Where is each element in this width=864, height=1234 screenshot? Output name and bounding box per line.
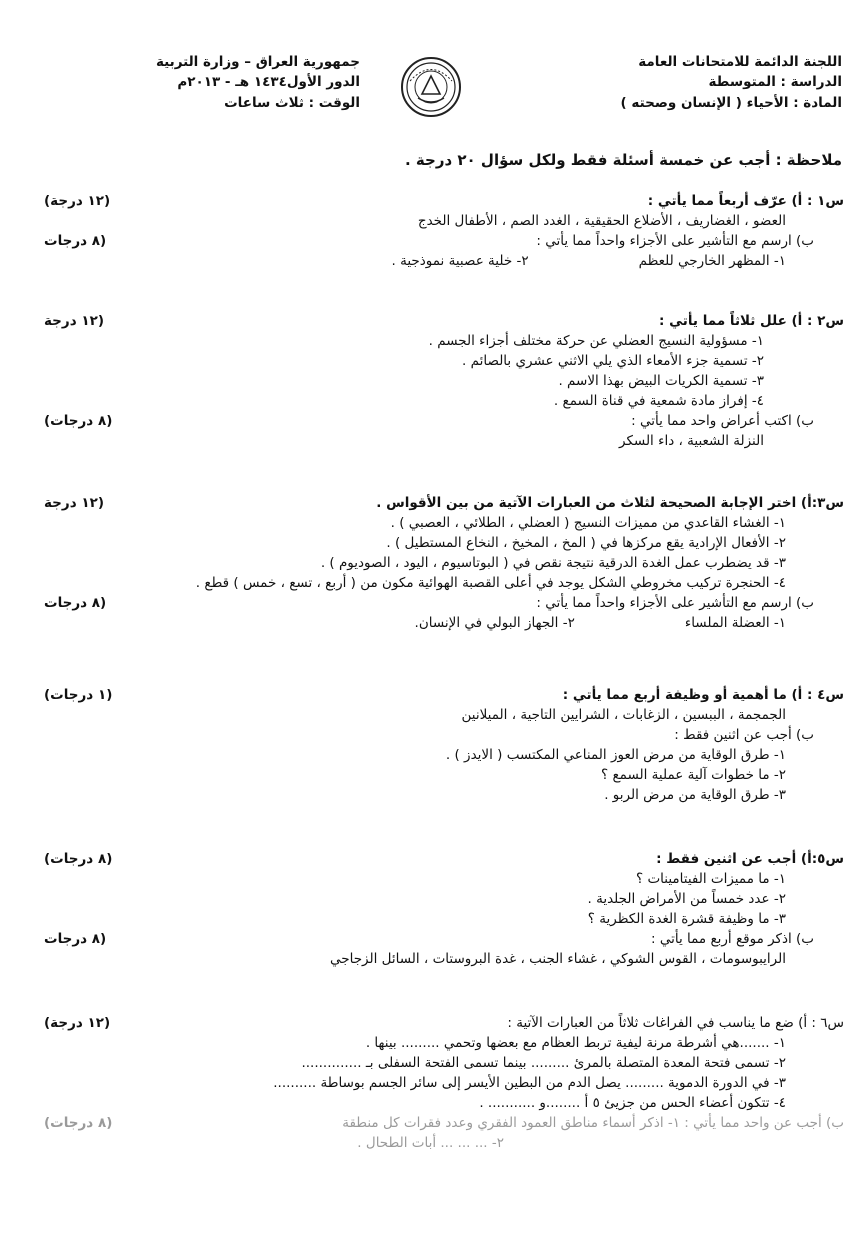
subject: المادة : الأحياء ( الإنسان وصحته ) bbox=[620, 94, 842, 111]
list-item: ٢- الأفعال الإرادية يقع مركزها في ( المخ ، المخيخ ، النخاع المستطيل ) . bbox=[386, 535, 786, 551]
exam-time: الوقت : ثلاث ساعات bbox=[224, 94, 360, 111]
list-item: ٣- تسمية الكريات البيض بهذا الاسم . bbox=[558, 373, 764, 389]
q6-a-text: س٦ : أ) ضع ما يناسب في الفراغات ثلاثاً من العبارات الآتية : bbox=[507, 1015, 844, 1031]
question-4 bbox=[20, 686, 844, 806]
q5-part-b bbox=[20, 930, 844, 950]
q4-a-items: الجمجمة ، الببسين ، الزغابات ، الشرايين التاجية ، الميلانين bbox=[461, 707, 786, 723]
list-item: ٣- طرق الوقاية من مرض الربو . bbox=[604, 787, 786, 803]
q1-b-mark: (٨ درجات bbox=[44, 233, 107, 249]
list-item: ١- .......هي أشرطة مرنة ليفية تربط العظام مع بعضها وتحمي ......... بينها . bbox=[365, 1035, 786, 1051]
list-item: ٤- الحنجرة تركيب مخروطي الشكل يوجد في أعلى القصبة الهوائية مكون من ( أربع ، تسع ، خمس ) قطع . bbox=[195, 575, 786, 591]
q3-b-item-2: ٢- الجهاز البولي في الإنسان. bbox=[414, 615, 575, 631]
header-left bbox=[30, 52, 360, 113]
list-item: ٢- تسمية جزء الأمعاء الذي يلي الاثني عشري بالصائم . bbox=[462, 353, 764, 369]
q6-a-mark: (١٢ درجة) bbox=[44, 1015, 111, 1031]
list-item: ٤- تتكون أعضاء الحس من جزيئ ٥ أ ........و ........... . bbox=[479, 1095, 786, 1111]
q1-a-mark: (١٢ درجة) bbox=[44, 193, 111, 209]
list-item: ١- طرق الوقاية من مرض العوز المناعي المكتسب ( الايدز ) . bbox=[445, 747, 786, 763]
q1-a-items: العضو ، الغضاريف ، الأضلاع الحقيقية ، الغدد الصم ، الأطفال الخدج bbox=[417, 213, 786, 229]
q5-b-text: ب) اذكر موقع أربع مما يأتي : bbox=[651, 931, 814, 947]
question-6 bbox=[20, 1014, 844, 1154]
q3-part-a bbox=[20, 494, 844, 514]
q4-part-a bbox=[20, 686, 844, 706]
list-item: ٣- قد يضطرب عمل الغدة الدرقية نتيجة نقص في ( البوتاسيوم ، اليود ، الصوديوم ) . bbox=[320, 555, 786, 571]
list-item: ٣- ما وظيفة قشرة الغدة الكظرية ؟ bbox=[587, 911, 786, 927]
list-item: ٣- في الدورة الدموية ......... يصل الدم من البطين الأيسر إلى سائر الجسم بوساطة .......... bbox=[273, 1075, 786, 1091]
q1-b-items bbox=[20, 252, 844, 272]
list-item: ٤- إفراز مادة شمعية في قناة السمع . bbox=[553, 393, 764, 409]
q2-part-b bbox=[20, 412, 844, 432]
q4-a-text: س٤ : أ) ما أهمية أو وظيفة أربع مما يأتي : bbox=[562, 687, 844, 703]
q3-b-item-1: ١- العضلة الملساء bbox=[684, 615, 786, 631]
country-ministry: جمهورية العراق – وزارة التربية bbox=[155, 54, 360, 70]
list-item: ٢- تسمى فتحة المعدة المتصلة بالمرئ ......... بينما تسمى الفتحة السفلى بـ .............. bbox=[301, 1055, 786, 1071]
question-5 bbox=[20, 850, 844, 970]
q1-b-text: ب) ارسم مع التأشير على الأجزاء واحداً مما يأتي : bbox=[536, 233, 814, 249]
q1-part-a bbox=[20, 192, 844, 212]
question-3 bbox=[20, 494, 844, 634]
q3-b-items bbox=[20, 614, 844, 634]
q2-a-text: س٢ : أ) علل ثلاثاً مما يأتي : bbox=[659, 313, 844, 329]
q3-a-mark: (١٢ درجة bbox=[44, 495, 104, 511]
q3-part-b bbox=[20, 594, 844, 614]
q3-b-text: ب) ارسم مع التأشير على الأجزاء واحداً مما يأتي : bbox=[536, 595, 814, 611]
list-item: ٢- ما خطوات آلية عملية السمع ؟ bbox=[601, 767, 786, 783]
q5-b-items: الرايبوسومات ، القوس الشوكي ، غشاء الجنب ، غدة البروستات ، السائل الزجاجي bbox=[329, 951, 786, 967]
exam-session: الدور الأول١٤٣٤ هـ - ٢٠١٣م bbox=[177, 74, 360, 91]
q6-b-text: ب) أجب عن واحد مما يأتي : ١- اذكر أسماء مناطق العمود الفقري وعدد فقرات كل منطقة bbox=[342, 1115, 844, 1131]
q5-a-mark: (٨ درجات) bbox=[44, 851, 113, 867]
list-item: ١- الغشاء القاعدي من مميزات النسيج ( العضلي ، الطلائي ، العصبي ) . bbox=[390, 515, 786, 531]
list-item: ١- مسؤولية النسيج العضلي عن حركة مختلف أجزاء الجسم . bbox=[428, 333, 764, 349]
q5-part-a bbox=[20, 850, 844, 870]
q6-part-b bbox=[20, 1114, 844, 1134]
ministry-seal-icon bbox=[400, 56, 462, 118]
question-1 bbox=[20, 192, 844, 272]
q6-b-mark: (٨ درجات) bbox=[44, 1115, 113, 1131]
list-item: ١- ما مميزات الفيتامينات ؟ bbox=[636, 871, 786, 887]
q2-b-items: النزلة الشعبية ، داء السكر bbox=[619, 433, 764, 449]
study-level: الدراسة : المتوسطة bbox=[708, 74, 842, 91]
q4-a-mark: (١ درجات) bbox=[44, 687, 113, 703]
q4-part-b: ب) أجب عن اثنين فقط : bbox=[674, 727, 814, 743]
q5-a-text: س٥:أ) أجب عن اثنين فقط : bbox=[656, 851, 844, 867]
list-item: ٢- عدد خمساً من الأمراض الجلدية . bbox=[587, 891, 786, 907]
question-2 bbox=[20, 312, 844, 452]
q1-a-text: س١ : أ) عرّف أربعاً مما يأتي : bbox=[647, 193, 844, 209]
q5-b-mark: (٨ درجات bbox=[44, 931, 107, 947]
q1-part-b bbox=[20, 232, 844, 252]
q3-a-text: س٣:أ) اختر الإجابة الصحيحة لثلاث من العبارات الآتية من بين الأقواس . bbox=[376, 495, 844, 511]
q6-part-a bbox=[20, 1014, 844, 1034]
q2-b-text: ب) اكتب أعراض واحد مما يأتي : bbox=[631, 413, 814, 429]
q1-b-item-2: ٢- خلية عصبية نموذجية . bbox=[391, 253, 529, 269]
committee-name: اللجنة الدائمة للامتحانات العامة bbox=[638, 54, 842, 70]
q2-a-mark: (١٢ درجة bbox=[44, 313, 104, 329]
q2-b-mark: (٨ درجات) bbox=[44, 413, 113, 429]
q6-b-item-2: ٢- ... ... ... أبات الطحال . bbox=[357, 1135, 504, 1151]
q1-b-item-1: ١- المظهر الخارجي للعظم bbox=[638, 253, 786, 269]
exam-note: ملاحظة : أجب عن خمسة أسئلة فقط ولكل سؤال ٢٠ درجة . bbox=[405, 151, 842, 169]
header-right bbox=[512, 52, 842, 113]
q3-b-mark: (٨ درجات bbox=[44, 595, 107, 611]
q2-part-a bbox=[20, 312, 844, 332]
